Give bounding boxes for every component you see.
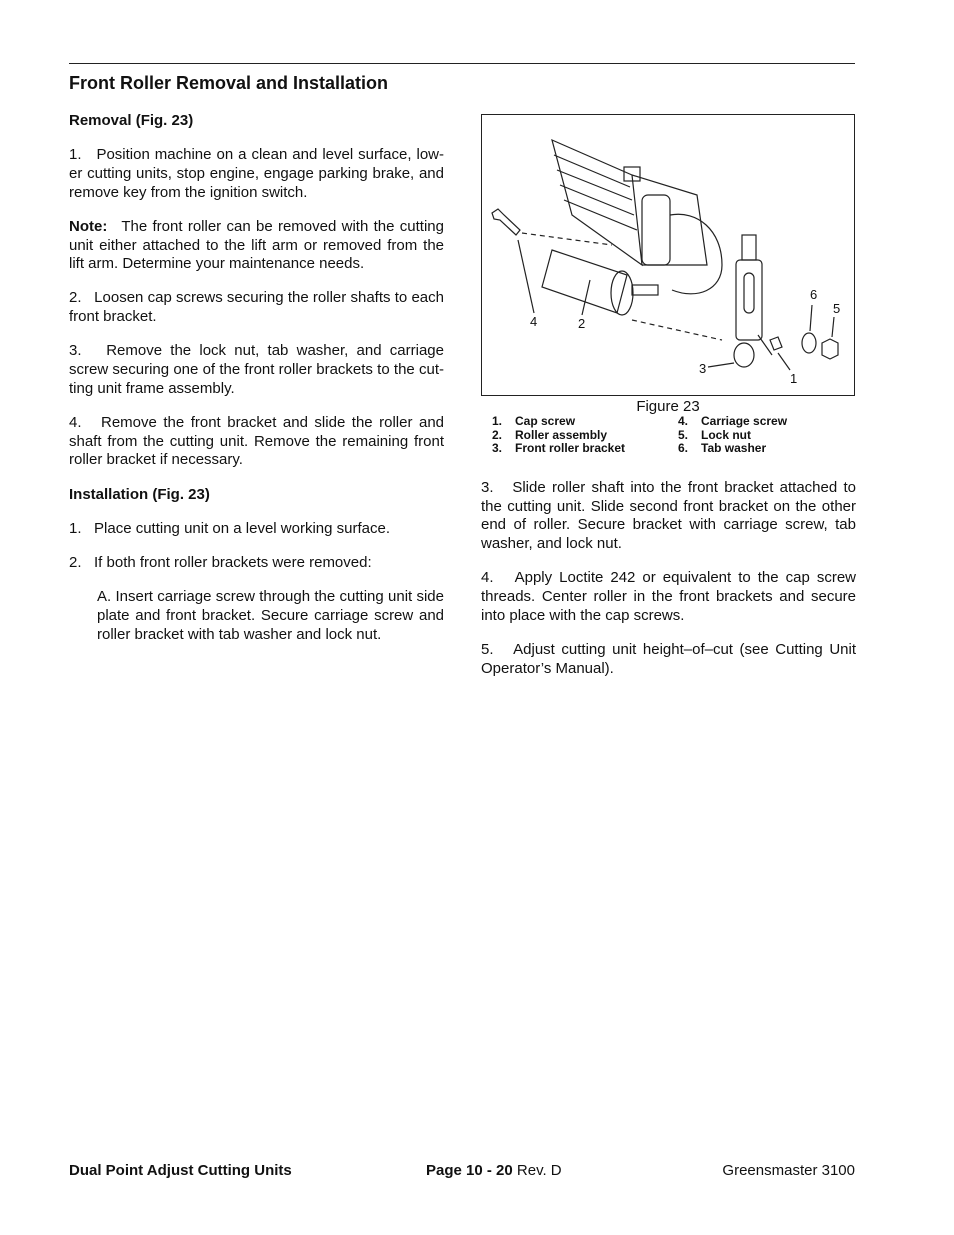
removal-step-2: 2. Loosen cap screws securing the roller shafts to each front bracket. <box>69 289 444 326</box>
note-text: The front roller can be removed with the cutting unit either attached to the lift arm or removed from the lift arm. Determine your maintenance needs. <box>69 217 444 273</box>
lock-nut-shape <box>822 339 838 359</box>
legend-number: 5. <box>678 427 689 442</box>
removal-step-3: 3. Remove the lock nut, tab washer, and carriage screw securing one of the front roller brackets to the cut- ting unit frame assembly. <box>69 342 444 397</box>
front-bracket-shape <box>642 195 670 265</box>
callout-1: 1 <box>790 371 798 386</box>
footer-product-name: Greensmaster 3100 <box>722 1162 855 1179</box>
bracket-arm-shape <box>736 260 762 340</box>
callout-6: 6 <box>810 287 818 302</box>
removal-step-4: 4. Remove the front bracket and slide the roller and shaft from the cutting unit. Remove the remaining front roller bracket if necessary. <box>69 413 444 469</box>
tab-washer-shape <box>802 333 816 353</box>
legend-number: 6. <box>678 441 689 456</box>
figure-23-illustration <box>481 114 855 396</box>
assembly-line-2 <box>632 320 722 340</box>
legend-number: 2. <box>492 427 503 442</box>
section-title: Front Roller Removal and Installation <box>69 73 389 93</box>
legend-label: Lock nut <box>701 427 751 442</box>
figure-legend-left <box>492 415 625 456</box>
removal-step-1: 1. Position machine on a clean and level surface, low- er cutting units, stop engine, engage parking brake, and remove key from the ignition switch. <box>69 146 444 201</box>
legend-label: Tab washer <box>701 441 767 456</box>
leader-6 <box>810 305 812 331</box>
legend-item <box>492 442 625 456</box>
housing-outline <box>670 214 722 294</box>
leader-5 <box>832 317 834 337</box>
callout-4: 4 <box>530 314 538 329</box>
removal-note <box>69 218 444 274</box>
note-label: Note: <box>69 217 108 235</box>
removal-heading: Removal (Fig. 23) <box>69 112 194 129</box>
bracket-eye <box>734 343 754 367</box>
installation-step-4: 4. Apply Loctite 242 or equivalent to the cap screw threads. Center roller in the front brackets and secure into place with the cap screws. <box>481 569 856 624</box>
installation-step-3: 3. Slide roller shaft into the front bracket attached to the cutting unit. Slide second front bracket on the other end of roller. Secure bracket with carriage screw, tab washer, and lock nut. <box>481 479 856 553</box>
installation-heading: Installation (Fig. 23) <box>69 485 210 503</box>
legend-label: Roller assembly <box>515 427 608 442</box>
footer-page-info <box>426 1162 562 1179</box>
legend-label: Carriage screw <box>701 414 788 428</box>
footer-section-name: Dual Point Adjust Cutting Units <box>69 1162 292 1179</box>
leader-3 <box>708 363 734 367</box>
legend-item <box>492 429 625 443</box>
legend-label: Cap screw <box>515 414 576 428</box>
legend-number: 3. <box>492 441 503 456</box>
bracket-bolt-shape <box>742 235 756 260</box>
header-rule <box>69 63 855 64</box>
figure-legend-right <box>678 415 787 456</box>
callout-2: 2 <box>578 316 586 331</box>
footer-revision: Rev. D <box>516 1162 562 1179</box>
legend-item <box>678 415 787 429</box>
legend-item <box>492 415 625 429</box>
callout-5: 5 <box>833 301 841 316</box>
roller-shaft <box>632 285 658 295</box>
callout-3: 3 <box>699 361 707 376</box>
exploded-view-drawing <box>482 115 854 395</box>
bracket-link <box>758 335 772 355</box>
carriage-screw-shape <box>492 209 520 235</box>
installation-step-2a: A. Insert carriage screw through the cutting unit side plate and front bracket. Secure carriage screw and roller bracket with tab washer and lock nut. <box>97 588 444 643</box>
installation-step-1: 1. Place cutting unit on a level working surface. <box>69 519 391 537</box>
bracket-slot <box>744 273 754 313</box>
figure-caption: Figure 23 <box>636 398 700 415</box>
legend-item <box>678 442 787 456</box>
legend-label: Front roller bracket <box>515 441 626 456</box>
leader-1 <box>778 353 790 370</box>
legend-number: 4. <box>678 414 689 428</box>
assembly-line-1 <box>522 233 612 245</box>
frame-side-plate <box>552 140 642 265</box>
legend-number: 1. <box>492 414 503 428</box>
right-column <box>481 479 856 694</box>
installation-step-2: 2. If both front roller brackets were removed: <box>69 553 372 571</box>
installation-step-5: 5. Adjust cutting unit height–of–cut (see Cutting Unit Operator’s Manual). <box>481 640 856 677</box>
left-column <box>69 112 444 660</box>
footer-page-number: Page 10 - 20 <box>426 1162 513 1179</box>
leader-4 <box>518 240 534 313</box>
leader-2 <box>582 280 590 315</box>
legend-item <box>678 429 787 443</box>
cap-screw-shape <box>770 337 782 350</box>
